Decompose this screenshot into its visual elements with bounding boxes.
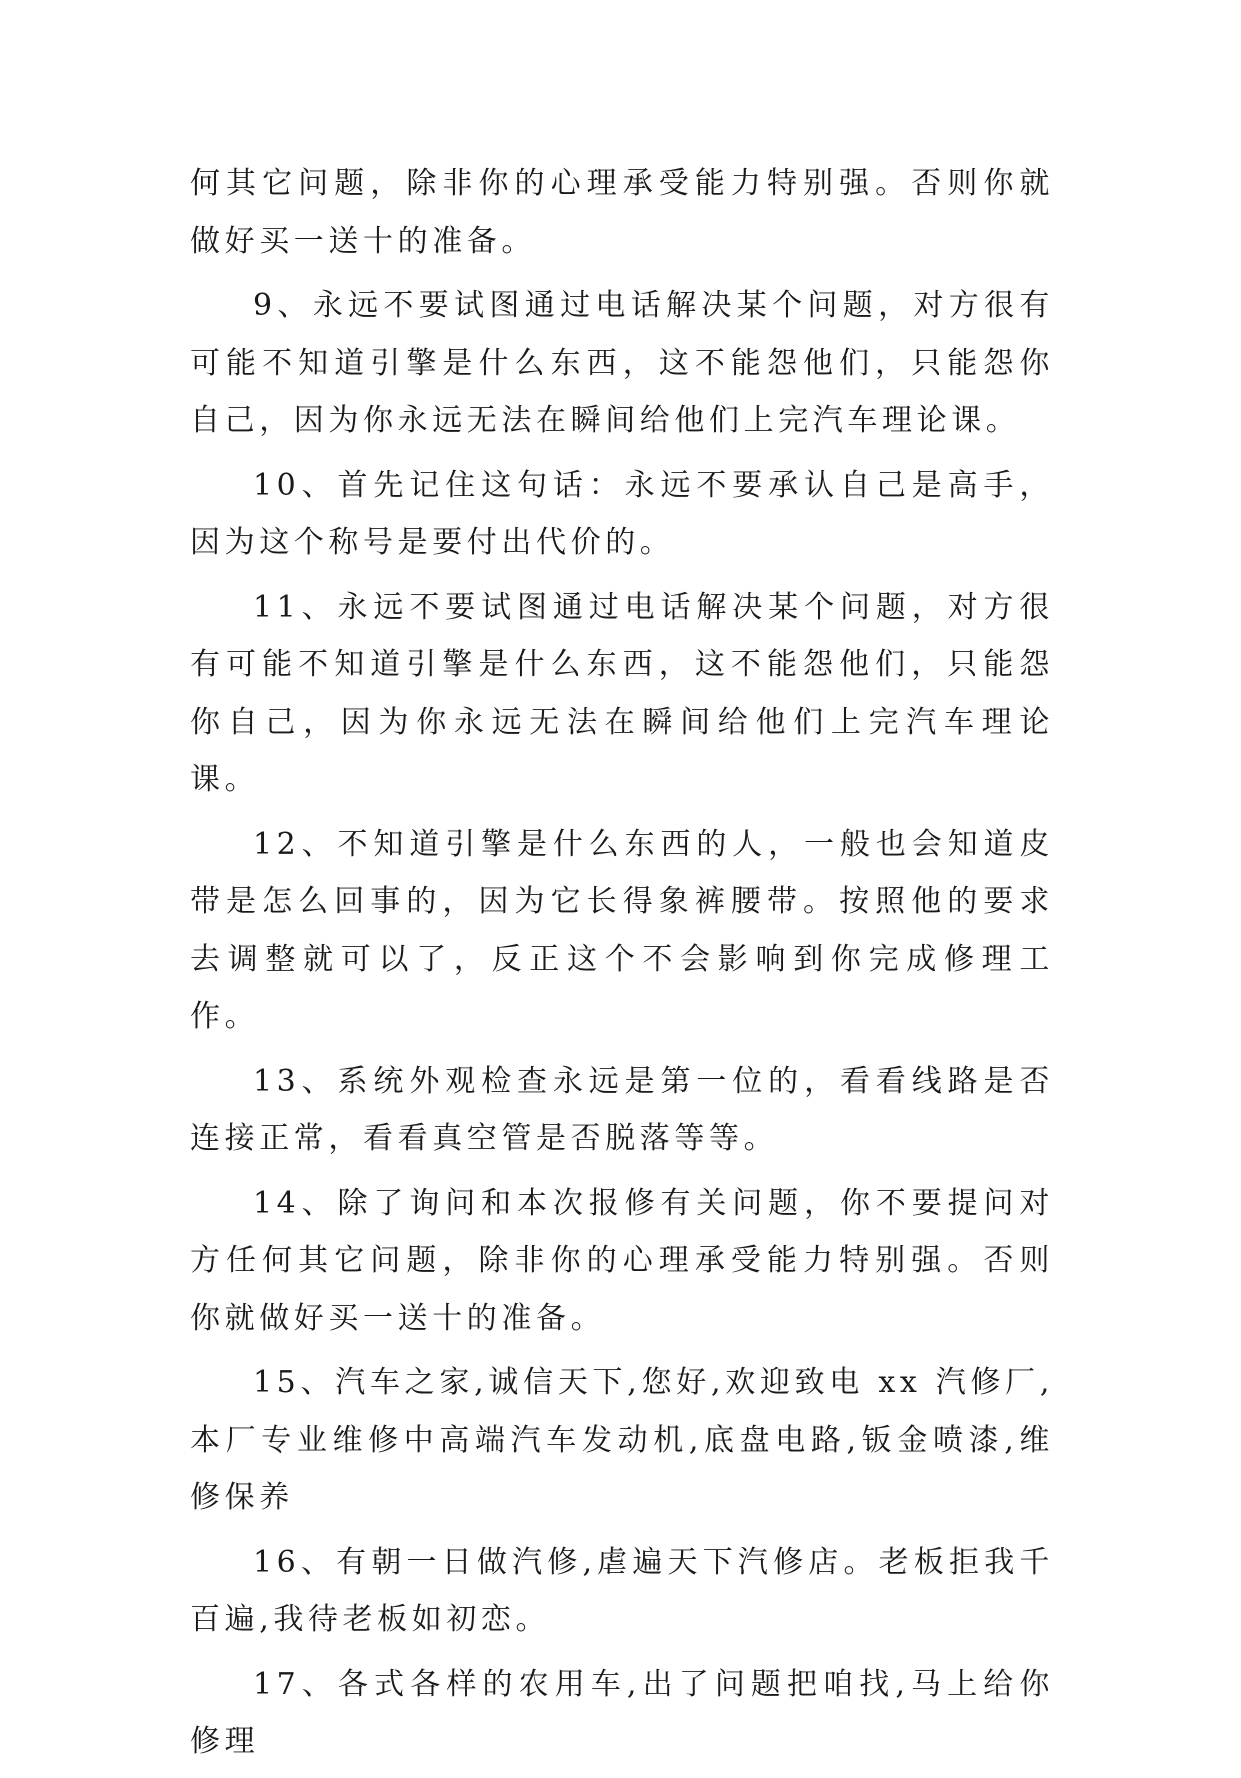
paragraph-item-16: 16、有朝一日做汽修,虐遍天下汽修店。老板拒我千百遍,我待老板如初恋。: [190, 1544, 1054, 1637]
paragraph-item-12: 12、不知道引擎是什么东西的人，一般也会知道皮带是怎么回事的，因为它长得象裤腰带。按照他的要求去调整就可以了，反正这个不会影响到你完成修理工作。: [190, 826, 1054, 1034]
paragraph-item-13: 13、系统外观检查永远是第一位的，看看线路是否连接正常，看看真空管是否脱落等等。: [190, 1063, 1054, 1156]
document-page: [190, 155, 1054, 1778]
paragraph-item-15: 15、汽车之家,诚信天下,您好,欢迎致电 xx 汽修厂,本厂专业维修中高端汽车发动机,底盘电路,钣金喷漆,维修保养: [190, 1365, 1054, 1515]
paragraph-item-17: 17、各式各样的农用车,出了问题把咱找,马上给你修理: [190, 1666, 1054, 1759]
paragraph-item-11: 11、永远不要试图通过电话解决某个问题，对方很有可能不知道引擎是什么东西，这不能怨他们，只能怨你自己，因为你永远无法在瞬间给他们上完汽车理论课。: [190, 589, 1054, 797]
paragraph-item-14: 14、除了询问和本次报修有关问题，你不要提问对方任何其它问题，除非你的心理承受能力特别强。否则你就做好买一送十的准备。: [190, 1185, 1054, 1336]
paragraph-continuation: 何其它问题，除非你的心理承受能力特别强。否则你就做好买一送十的准备。: [190, 166, 1054, 259]
paragraph-item-10: 10、首先记住这句话：永远不要承认自己是高手，因为这个称号是要付出代价的。: [190, 467, 1054, 560]
paragraph-item-9: 9、永远不要试图通过电话解决某个问题，对方很有可能不知道引擎是什么东西，这不能怨他们，只能怨你自己，因为你永远无法在瞬间给他们上完汽车理论课。: [190, 288, 1054, 438]
